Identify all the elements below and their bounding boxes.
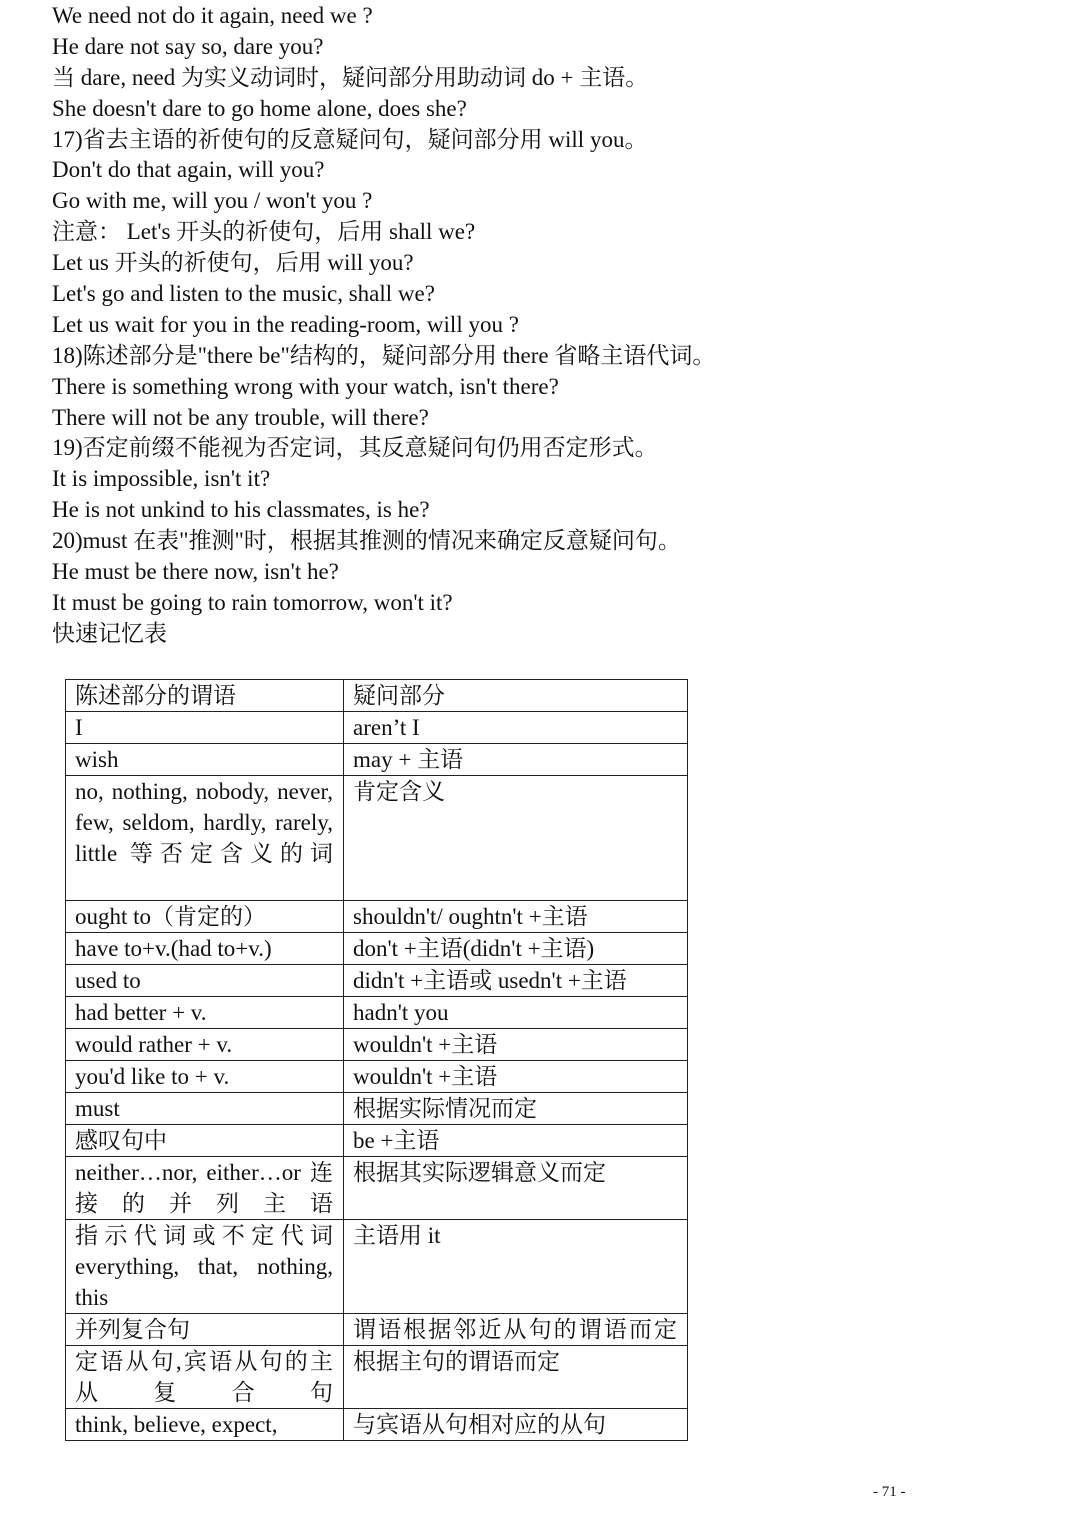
table-cell: 感叹句中 — [66, 1125, 344, 1157]
table-cell: wouldn't +主语 — [344, 1061, 688, 1093]
text-line: He is not unkind to his classmates, is he? — [52, 497, 430, 523]
table-cell: 主语用 it — [344, 1220, 688, 1314]
text-line: 20)must 在表"推测"时，根据其推测的情况来确定反意疑问句。 — [52, 528, 681, 554]
table-row — [66, 901, 688, 933]
section-title: 快速记忆表 — [52, 620, 167, 646]
text-line: Go with me, will you / won't you ? — [52, 188, 373, 214]
table-row — [66, 1220, 688, 1314]
table-cell: be +主语 — [344, 1125, 688, 1157]
table-row — [66, 1314, 688, 1346]
header-cell: 疑问部分 — [344, 680, 688, 712]
table-row — [66, 1029, 688, 1061]
table-cell: wish — [66, 744, 344, 776]
table-cell: 根据实际情况而定 — [344, 1093, 688, 1125]
table-row — [66, 776, 688, 901]
table-cell: have to+v.(had to+v.) — [66, 933, 344, 965]
table-cell: don't +主语(didn't +主语) — [344, 933, 688, 965]
table-row — [66, 965, 688, 997]
text-line: It is impossible, isn't it? — [52, 466, 271, 492]
text-line: She doesn't dare to go home alone, does she? — [52, 95, 467, 121]
text-line: Let's go and listen to the music, shall we? — [52, 281, 435, 307]
table-cell: had better + v. — [66, 997, 344, 1029]
table-cell: I — [66, 712, 344, 744]
table-row — [66, 1409, 688, 1441]
table-cell: ought to（肯定的） — [66, 901, 344, 933]
table-row — [66, 1061, 688, 1093]
table-cell: neither…nor, either…or 连接的并列主语 — [66, 1157, 344, 1220]
text-line: 当 dare, need 为实义动词时，疑问部分用助动词 do + 主语。 — [52, 64, 649, 90]
text-line: Don't do that again, will you? — [52, 157, 325, 183]
text-line: 17)省去主语的祈使句的反意疑问句，疑问部分用 will you。 — [52, 126, 648, 152]
table-cell: wouldn't +主语 — [344, 1029, 688, 1061]
table-cell: must — [66, 1093, 344, 1125]
table-cell: 肯定含义 — [344, 776, 688, 901]
table-cell: used to — [66, 965, 344, 997]
table-row — [66, 1346, 688, 1409]
text-line: It must be going to rain tomorrow, won't it? — [52, 589, 453, 615]
table-cell: may + 主语 — [344, 744, 688, 776]
table-row — [66, 1125, 688, 1157]
table-cell: 定语从句,宾语从句的主从复合句 — [66, 1346, 344, 1409]
text-line: 19)否定前缀不能视为否定词，其反意疑问句仍用否定形式。 — [52, 435, 658, 461]
table-row — [66, 1093, 688, 1125]
text-line: There will not be any trouble, will there? — [52, 404, 429, 430]
text-line: He dare not say so, dare you? — [52, 33, 324, 59]
text-line: Let us 开头的祈使句，后用 will you? — [52, 250, 414, 276]
text-line: There is something wrong with your watch, isn't there? — [52, 373, 559, 399]
table-cell: would rather + v. — [66, 1029, 344, 1061]
text-line: Let us wait for you in the reading-room, will you ? — [52, 311, 519, 337]
text-line: He must be there now, isn't he? — [52, 559, 339, 585]
table-cell: 谓语根据邻近从句的谓语而定 — [344, 1314, 688, 1346]
table-row — [66, 1157, 688, 1220]
table-cell: shouldn't/ oughtn't +主语 — [344, 901, 688, 933]
table-cell: 并列复合句 — [66, 1314, 344, 1346]
table-cell: 根据其实际逻辑意义而定 — [344, 1157, 688, 1220]
text-body — [52, 1, 1052, 650]
header-cell: 陈述部分的谓语 — [66, 680, 344, 712]
table-row — [66, 744, 688, 776]
table-cell: didn't +主语或 usedn't +主语 — [344, 965, 688, 997]
table-cell: you'd like to + v. — [66, 1061, 344, 1093]
text-line: We need not do it again, need we ? — [52, 3, 373, 28]
table-row — [66, 712, 688, 744]
quick-memory-table — [65, 679, 688, 1441]
table-cell: 与宾语从句相对应的从句 — [344, 1409, 688, 1441]
table-cell: aren’t I — [344, 712, 688, 744]
table-row — [66, 997, 688, 1029]
table-row — [66, 933, 688, 965]
text-line: 注意： Let's 开头的祈使句，后用 shall we? — [52, 219, 476, 245]
table-header-row — [66, 680, 688, 712]
table-cell: no, nothing, nobody, never, few, seldom, hardly, rarely, little 等否定含义的词 — [66, 776, 344, 901]
table-cell: 指示代词或不定代词 everything, that, nothing, this — [66, 1220, 344, 1314]
text-line: 18)陈述部分是"there be"结构的，疑问部分用 there 省略主语代词。 — [52, 342, 716, 368]
table-cell: hadn't you — [344, 997, 688, 1029]
table-cell: 根据主句的谓语而定 — [344, 1346, 688, 1409]
table-cell: think, believe, expect, — [66, 1409, 344, 1441]
page-number: - 71 - — [873, 1484, 906, 1500]
